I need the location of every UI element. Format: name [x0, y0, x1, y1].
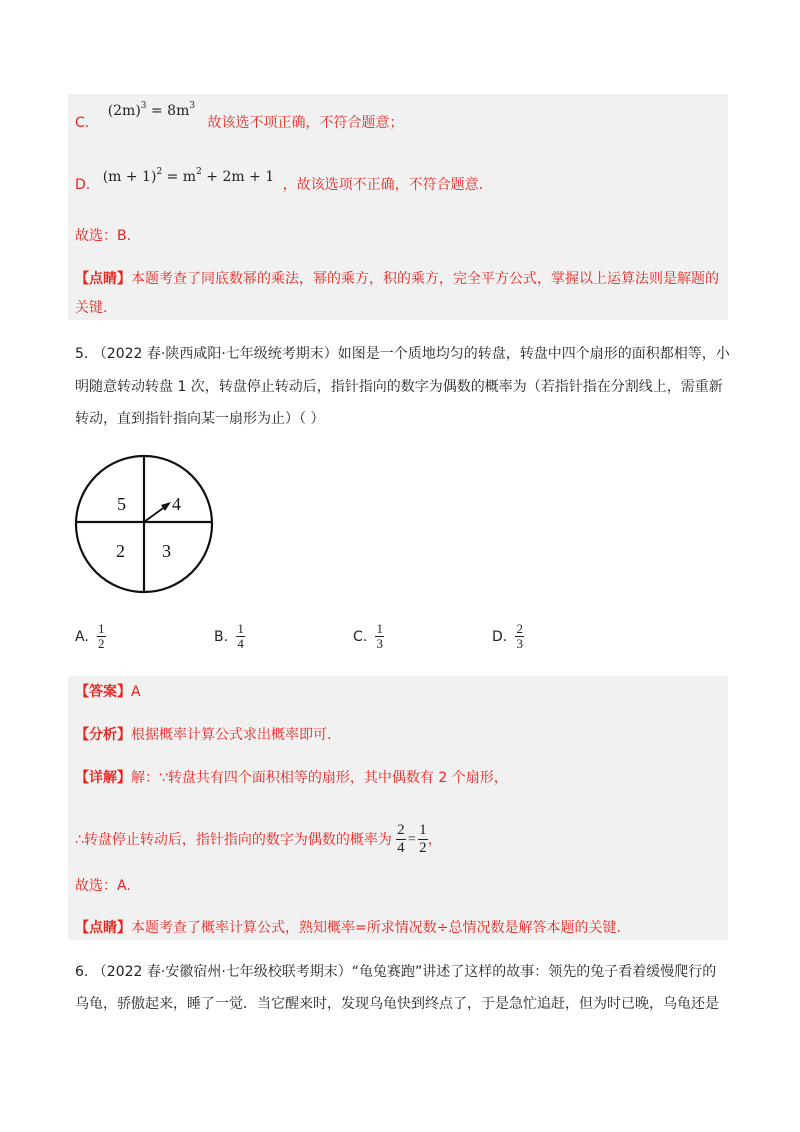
- option-a[interactable]: A. $\frac{1}{2}$: [75, 621, 105, 651]
- sector-label-bottom-left: 2: [116, 541, 125, 561]
- option-c-solution: [75, 101, 404, 133]
- option-d-formula: $(m + 1)^2 = m^2 + 2m + 1$: [102, 167, 275, 185]
- q6-line1: 6. （2022 春·安徽宿州·七年级校联考期末）“龟兔赛跑”讲述了这样的故事：领先的兔子看着缓慢爬行的: [75, 964, 717, 980]
- sector-label-top-right: 4: [172, 494, 181, 514]
- option-d-solution: [75, 167, 484, 195]
- option-c[interactable]: C. $\frac{1}{3}$: [353, 621, 383, 651]
- tip-tag: 【点睛】: [75, 271, 131, 287]
- sector-label-bottom-right: 3: [162, 541, 171, 561]
- q5-line1: 5. （2022 春·陕西咸阳·七年级统考期末）如图是一个质地均匀的转盘，转盘中四个扇形的面积都相等，小: [75, 346, 730, 362]
- fraction: $\frac{1}{2}$: [419, 822, 427, 856]
- q5-line2: 明随意转动转盘 1 次，转盘停止转动后，指针指向的数字为偶数的概率为（若指针指在分割线上，需重新: [75, 379, 723, 395]
- q6-line2: 乌龟，骄傲起来，睡了一觉．当它醒来时，发现乌龟快到终点了，于是急忙追赶，但为时已晚，乌龟还是: [75, 996, 719, 1012]
- detail-line2: ∴转盘停止转动后，指针指向的数字为偶数的概率为 $\frac{2}{4}$ = $\frac{1}{2}$ ，: [75, 822, 442, 856]
- prev-tip-line2: 关键.: [75, 300, 108, 316]
- option-c-comment: 故该选不项正确，不符合题意；: [207, 115, 404, 131]
- q5-tip: 【点睛】本题考查了概率计算公式，熟知概率=所求情况数÷总情况数是解答本题的关键.: [75, 920, 621, 936]
- solution-block-q5: [68, 676, 728, 940]
- spinner-pointer: [144, 506, 166, 522]
- fraction: $\frac{1}{4}$: [237, 621, 244, 651]
- option-d-label: D.: [75, 177, 91, 193]
- sector-label-top-left: 5: [117, 494, 126, 514]
- option-b[interactable]: B. $\frac{1}{4}$: [214, 621, 244, 651]
- fraction: $\frac{2}{3}$: [516, 621, 523, 651]
- answer-line: [75, 682, 141, 702]
- fraction: $\frac{1}{3}$: [376, 621, 383, 651]
- spinner-figure: [72, 452, 216, 596]
- answer-tag: 【答案】: [75, 684, 131, 700]
- option-c-label: C.: [75, 115, 90, 131]
- fraction: $\frac{1}{2}$: [98, 621, 105, 651]
- detail-tag: 【详解】: [75, 770, 131, 786]
- analysis-tag: 【分析】: [75, 727, 131, 743]
- detail-line1: 【详解】解：∵转盘共有四个面积相等的扇形，其中偶数有 2 个扇形，: [75, 770, 508, 786]
- answer-value: A: [131, 684, 141, 700]
- q5-choice: 故选：A.: [75, 878, 131, 894]
- option-c-formula: $(2m)^3 = 8m^3$: [107, 101, 196, 119]
- q5-line3: 转动，直到指针指向某一扇形为止）（ ）: [75, 411, 325, 427]
- analysis-line: 【分析】根据概率计算公式求出概率即可.: [75, 727, 332, 743]
- option-d[interactable]: D. $\frac{2}{3}$: [492, 621, 523, 651]
- prev-choice: 故选：B.: [75, 228, 132, 244]
- prev-tip-line1: 【点睛】本题考查了同底数幂的乘法，幂的乘方，积的乘方，完全平方公式，掌握以上运算法则是解题的: [75, 271, 719, 287]
- fraction: $\frac{2}{4}$: [397, 822, 405, 856]
- option-d-comment: ，故该选项不正确，不符合题意.: [282, 177, 484, 193]
- tip-tag: 【点睛】: [75, 920, 131, 936]
